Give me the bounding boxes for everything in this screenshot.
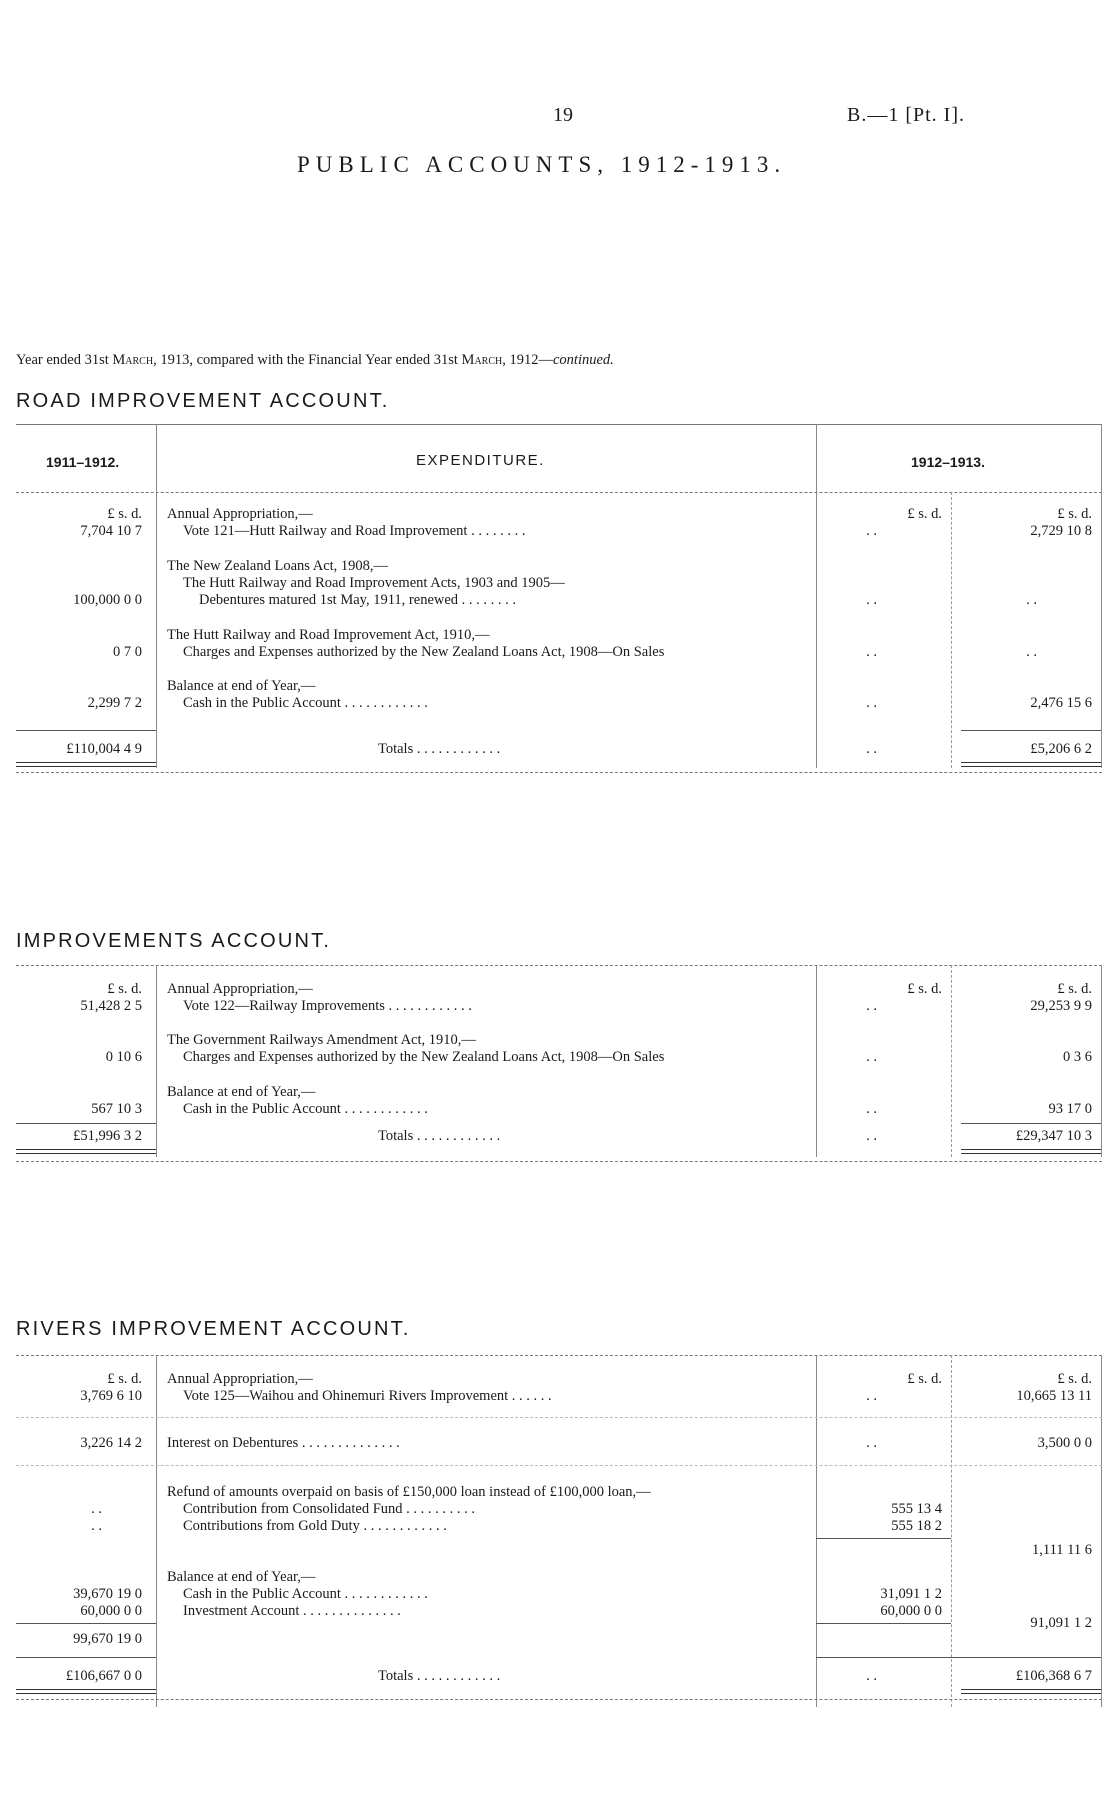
improvements-units-prev: £ s. d. [107,981,142,997]
rivers-units-prev: £ s. d. [107,1371,142,1387]
page-number: 19 [553,104,573,126]
rivers-total-label: Totals . . . . . . . . . . . . [378,1668,501,1684]
rivers-r4-outer: 91,091 1 2 [1030,1615,1092,1631]
improvements-row-2-prev: 567 10 3 [91,1101,142,1117]
subtitle [16,352,614,369]
improvements-row-1-prev: 0 10 6 [105,1049,142,1065]
improvements-units-inner: £ s. d. [907,981,942,997]
road-row-1-outer: . . [1026,592,1037,608]
improvements-section-title: IMPROVEMENTS ACCOUNT. [16,930,332,952]
rivers-r3-inner-2: 555 18 2 [891,1518,942,1534]
rivers-r2-outer: 3,500 0 0 [1037,1435,1092,1451]
improvements-row-2-line-1: Cash in the Public Account . . . . . . . . . . . . [183,1101,428,1117]
improvements-row-2-line-0: Balance at end of Year,— [167,1084,316,1100]
road-row-2-inner: . . [866,644,877,660]
improvements-row-1-inner: . . [866,1049,877,1065]
rivers-table [16,1355,1102,1725]
road-row-2-prev: 0 7 0 [113,644,142,660]
road-total-label: Totals . . . . . . . . . . . . [378,741,501,757]
rivers-r2-inner: . . [866,1435,877,1451]
rivers-r3-prev-1: . . [91,1501,102,1517]
subtitle-continued: continued. [552,352,614,368]
document-reference: B.—1 [Pt. I]. [847,104,965,126]
rivers-units-outer: £ s. d. [1057,1371,1092,1387]
road-units-prev: £ s. d. [107,506,142,522]
rivers-r4-inner-1: 31,091 1 2 [880,1586,942,1602]
rivers-section-title: RIVERS IMPROVEMENT ACCOUNT. [16,1318,411,1340]
road-row-0-inner: . . [866,523,877,539]
improvements-row-2-outer: 93 17 0 [1048,1101,1092,1117]
road-row-0-line-0: Annual Appropriation,— [167,506,313,522]
road-row-1-prev: 100,000 0 0 [73,592,142,608]
subtitle-pre: Year ended 31st [16,352,113,368]
rivers-r1-line-1: Vote 125—Waihou and Ohinemuri Rivers Improvement . . . . . . [183,1388,552,1404]
road-row-2-line-1: Charges and Expenses authorized by the New Zealand Loans Act, 1908—On Sales [183,644,665,660]
road-row-1-line-2: Debentures matured 1st May, 1911, renewed . . . . . . . . [199,592,517,608]
road-row-2-outer: . . [1026,644,1037,660]
rivers-r3-line-1: Contribution from Consolidated Fund . . . . . . . . . . [183,1501,476,1517]
rivers-r4-prev-sum: 99,670 19 0 [73,1631,142,1647]
rivers-units-inner: £ s. d. [907,1371,942,1387]
rivers-r3-outer: 1,111 11 6 [1031,1542,1092,1558]
rivers-r1-line-0: Annual Appropriation,— [167,1371,313,1387]
improvements-row-0-prev: 51,428 2 5 [80,998,142,1014]
rivers-r4-heading: Balance at end of Year,— [167,1569,316,1585]
rivers-r1-outer: 10,665 13 11 [1016,1388,1092,1404]
road-section-title: ROAD IMPROVEMENT ACCOUNT. [16,390,390,412]
road-total-outer: £5,206 6 2 [1030,741,1092,757]
road-row-3-outer: 2,476 15 6 [1030,695,1092,711]
rivers-r2-prev: 3,226 14 2 [80,1435,142,1451]
rivers-r3-heading: Refund of amounts overpaid on basis of £150,000 loan instead of £100,000 loan,— [167,1484,651,1500]
rivers-total-outer: £106,368 6 7 [1015,1668,1092,1684]
improvements-total-prev: £51,996 3 2 [73,1128,142,1144]
improvements-total-label: Totals . . . . . . . . . . . . [378,1128,501,1144]
improvements-row-0-line-0: Annual Appropriation,— [167,981,313,997]
road-col-1911: 1911–1912. [46,454,120,470]
improvements-table [16,965,1102,1175]
road-col-1912: 1912–1913. [911,454,985,470]
subtitle-mid: , 1913, compared with the Financial Year ended 31st [153,352,462,368]
improvements-row-0-line-1: Vote 122—Railway Improvements . . . . . . . . . . . . [183,998,472,1014]
subtitle-month-2: March [461,352,503,368]
rivers-r4-line-2: Investment Account . . . . . . . . . . . . . . [183,1603,401,1619]
improvements-total-outer: £29,347 10 3 [1015,1128,1092,1144]
improvements-row-1-line-0: The Government Railways Amendment Act, 1910,— [167,1032,476,1048]
rivers-r4-prev-2: 60,000 0 0 [80,1603,142,1619]
rivers-r3-line-2: Contributions from Gold Duty . . . . . . . . . . . . [183,1518,447,1534]
improvements-row-0-inner: . . [866,998,877,1014]
road-row-1-line-0: The New Zealand Loans Act, 1908,— [167,558,389,574]
improvements-total-inner: . . [866,1128,877,1144]
road-row-0-line-1: Vote 121—Hutt Railway and Road Improvement . . . . . . . . [183,523,526,539]
improvements-row-1-outer: 0 3 6 [1063,1049,1092,1065]
road-row-0-outer: 2,729 10 8 [1030,523,1092,539]
road-col-expenditure: EXPENDITURE. [416,452,545,469]
rivers-r2-label: Interest on Debentures . . . . . . . . . . . . . . [167,1435,400,1451]
improvements-units-outer: £ s. d. [1057,981,1092,997]
rivers-r4-line-1: Cash in the Public Account . . . . . . . . . . . . [183,1586,428,1602]
road-row-1-inner: . . [866,592,877,608]
road-row-1-line-1: The Hutt Railway and Road Improvement Acts, 1903 and 1905— [183,575,565,591]
road-total-inner: . . [866,741,877,757]
subtitle-month-1: March [112,352,154,368]
page-title: PUBLIC ACCOUNTS, 1912-1913. [297,152,787,177]
improvements-row-1-line-1: Charges and Expenses authorized by the New Zealand Loans Act, 1908—On Sales [183,1049,665,1065]
rivers-r3-inner-1: 555 13 4 [891,1501,942,1517]
rivers-total-inner: . . [866,1668,877,1684]
road-row-2-line-0: The Hutt Railway and Road Improvement Act, 1910,— [167,627,490,643]
road-table [16,424,1102,784]
subtitle-post: , 1912— [502,352,553,368]
road-row-3-inner: . . [866,695,877,711]
road-row-3-line-1: Cash in the Public Account . . . . . . . . . . . . [183,695,428,711]
road-row-0-prev: 7,704 10 7 [80,523,142,539]
road-total-prev: £110,004 4 9 [66,741,142,757]
improvements-row-2-inner: . . [866,1101,877,1117]
rivers-total-prev: £106,667 0 0 [65,1668,142,1684]
improvements-row-0-outer: 29,253 9 9 [1030,998,1092,1014]
rivers-r3-prev-2: . . [91,1518,102,1534]
road-units-inner: £ s. d. [907,506,942,522]
road-row-3-line-0: Balance at end of Year,— [167,678,316,694]
rivers-r4-inner-2: 60,000 0 0 [880,1603,942,1619]
rivers-r1-inner: . . [866,1388,877,1404]
rivers-r1-prev: 3,769 6 10 [80,1388,142,1404]
road-row-3-prev: 2,299 7 2 [87,695,142,711]
rivers-r4-prev-1: 39,670 19 0 [73,1586,142,1602]
road-units-outer: £ s. d. [1057,506,1092,522]
